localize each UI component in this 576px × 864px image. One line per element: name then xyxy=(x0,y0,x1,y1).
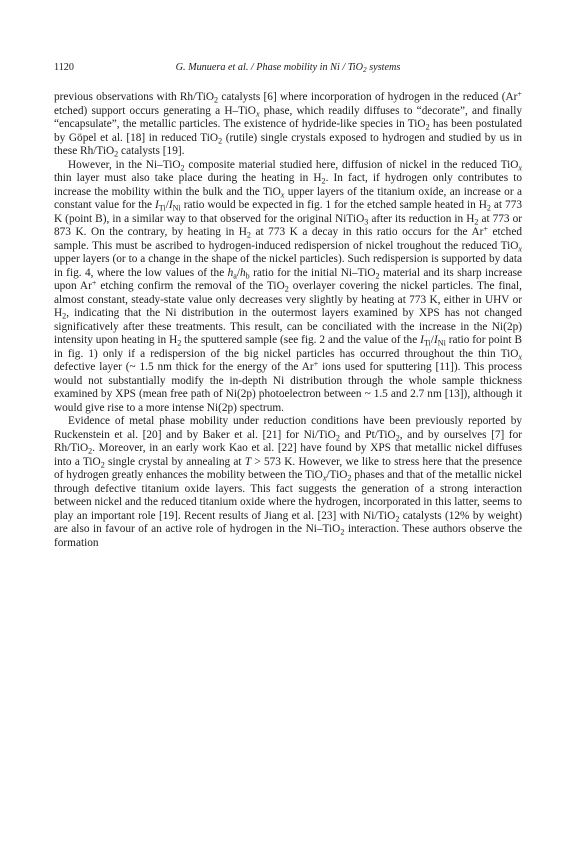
running-head xyxy=(54,61,522,75)
paragraph-1: previous observations with Rh/TiO$_2$ catalysts [6] where incorporation of hydrogen in the reduced (Ar+ etched) support occurs generating a H–TiO$_x$ phase, which readily diffuses to “decorate”, and finally “encapsulate”, the metallic particles. The existence of hydride-like species in TiO$_2$ has been postulated by Göpel et al. [18] in reduced TiO$_2$ (rutile) single crystals exposed to hydrogen and studied by us in these Rh/TiO$_2$ catalysts [19]. xyxy=(54,89,523,159)
page-number: 1120 xyxy=(54,62,74,73)
paragraph-2: However, in the Ni–TiO$_2$ composite material studied here, diffusion of nickel in the reduced TiO$_x$ thin layer must also take place during the heating in $H_2$. In fact, if hydrogen only contributes to increase the mobility within the bulk and the TiO$_x$ upper layers of the titanium oxide, an increase or a constant value for the $I_{Ti}/I_{Ni}$ ratio would be expected in fig. 1 for the etched sample heated in $H_2$ at 773 K (point B), in a similar way to that observed for the original NiTiO$_3$ after its reduction in $H_2$ at 773 or 873 K. On the contrary, by heating in $H_2$ at 773 K a decay in this ratio occurs for the Ar+ etched sample. This must be ascribed to hydrogen-induced redispersion of nickel troughout the reduced TiO$_x$ upper layers (or to a change in the shape of the nickel particles). Such redispersion is supported by data in fig. 4, where the low values of the $h_a/h_b$ ratio for the initial Ni–TiO$_2$ material and its sharp increase upon Ar+ etching confirm the removal of the TiO$_2$ overlayer covering the nickel particles. The final, almost constant, steady-state value only decreases very slightly by heating at 773 K, either in UHV or $H_2$, indicating that the Ni distribution in the outermost layers examined by XPS has not changed significatively after these treatments. This result, can be conciliated with the increase in the Ni(2p) intensity upon heating in $H_2$ the sputtered sample (see fig. 2 and the value of the $I_{Ti}/I_{Ni}$ ratio for point B in fig. 1) only if a redispersion of the big nickel particles has occurred throughout the thin TiO$_x$ defective layer (~ 1.5 nm thick for the energy of the Ar+ ions used for sputtering [11]). This process would not substantially modify the in-depth Ni distribution through the whole sample thickness examined by XPS (mean free path of Ni(2p) photoelectron between ~ 1.5 and 2.7 nm [13]), although it would give rise to a more intense Ni(2p) spectrum. xyxy=(54,158,523,414)
journal-header: G. Munuera et al. / Phase mobility in Ni / TiO$_2$ systems xyxy=(175,62,401,75)
body-text xyxy=(54,91,522,550)
paragraph-3: Evidence of metal phase mobility under reduction conditions have been previously reported by Ruckenstein et al. [20] and by Baker et al. [21] for Ni/TiO$_2$ and Pt/TiO$_2$, and by ourselves [7] for Rh/TiO$_2$. Moreover, in an early work Kao et al. [22] have found by XPS that metallic nickel diffuses into a TiO$_2$ single crystal by annealing at T > 573 K. However, we like to stress here that the presence of hydrogen greatly enhances the mobility between the TiO$_x$/TiO$_2$ phases and that of the metallic nickel through defective titanium oxide layers. This fact suggests the generation of a strong interaction between nickel and the reduced titanium oxide where the hydrogen, incorporated in this latter, seems to play an important role [19]. Recent results of Jiang et al. [23] with Ni/TiO$_2$ catalysts (12% by weight) are also in favour of an active role of hydrogen in the Ni–TiO$_2$ interaction. These authors observe the formation xyxy=(54,415,522,549)
